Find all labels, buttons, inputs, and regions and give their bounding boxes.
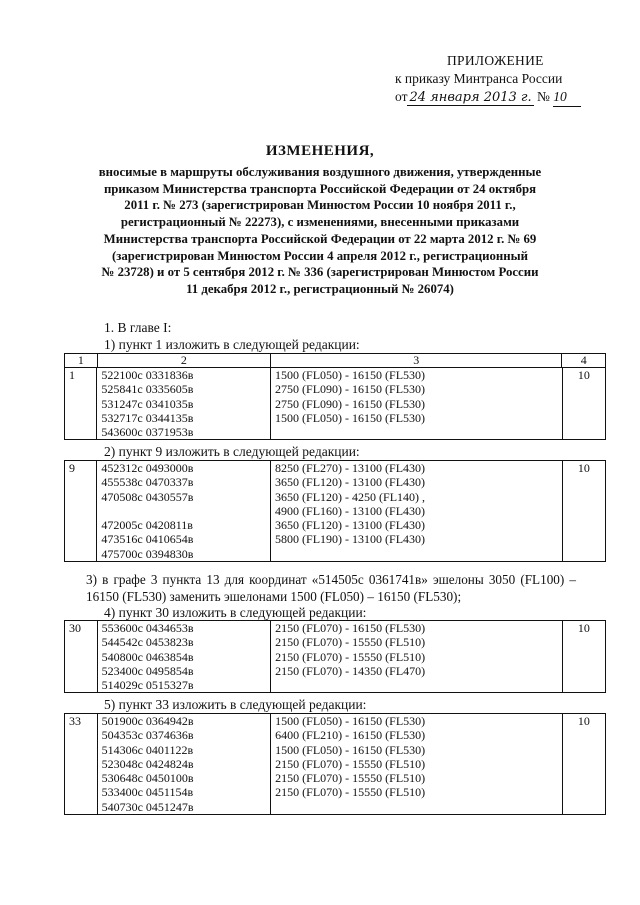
subtitle-line: Министерства транспорта Российской Федерации от 22 марта 2012 г. № 69 bbox=[103, 231, 537, 246]
echelon: 1500 (FL050) - 16150 (FL530) bbox=[275, 742, 426, 757]
echelons-cell bbox=[271, 461, 563, 562]
table-row bbox=[65, 621, 606, 693]
coordinate: 543600с 0371953в bbox=[101, 425, 194, 440]
echelon: 2150 (FL070) - 15550 (FL510) bbox=[275, 785, 426, 800]
route-number: 9 bbox=[65, 461, 97, 562]
document-title: ИЗМЕНЕНИЯ, bbox=[265, 143, 375, 159]
echelon: 2150 (FL070) - 15550 (FL510) bbox=[275, 635, 426, 650]
appendix-date-line bbox=[395, 88, 625, 107]
echelon: 1500 (FL050) - 16150 (FL530) bbox=[275, 410, 426, 425]
item-3-text: 3) в графе 3 пункта 13 для координат «514505с 0361741в» эшелоны 3050 (FL100) – 16150 (FL530) заменить эшелонами 1500 (FL050) – 16150 (FL530); bbox=[86, 572, 576, 604]
width-cell: 10 bbox=[562, 621, 605, 693]
echelon: 2150 (FL070) - 16150 (FL530) bbox=[275, 621, 426, 635]
document-title-block bbox=[60, 143, 580, 298]
subtitle-line: приказом Министерства транспорта Российской Федерации от 24 октября bbox=[103, 181, 537, 196]
appendix-block bbox=[395, 52, 625, 107]
coordinate: 514306с 0401122в bbox=[101, 742, 194, 757]
handwritten-number: 10 bbox=[553, 88, 581, 107]
echelon: 2150 (FL070) - 14350 (FL470) bbox=[275, 663, 426, 678]
appendix-title: ПРИЛОЖЕНИЕ bbox=[447, 53, 544, 68]
route-number: 30 bbox=[65, 621, 98, 693]
echelon: 2150 (FL070) - 15550 (FL510) bbox=[275, 756, 426, 771]
coordinate: 501900с 0364942в bbox=[101, 714, 194, 728]
echelon: 2150 (FL070) - 15550 (FL510) bbox=[275, 771, 426, 786]
coordinate: 525841с 0335605в bbox=[101, 382, 194, 397]
subtitle-line: регистрационный № 22273), с изменениями, внесенными приказами bbox=[120, 215, 520, 230]
echelons-cell bbox=[271, 714, 563, 815]
route-table-1 bbox=[64, 367, 606, 440]
coordinate: 553600с 0434653в bbox=[101, 621, 194, 635]
echelon: 8250 (FL270) - 13100 (FL430) bbox=[275, 461, 426, 475]
header-col-1: 1 bbox=[65, 354, 98, 368]
route-number: 33 bbox=[65, 714, 98, 815]
coordinates-cell bbox=[97, 714, 271, 815]
item-5-label: 5) пункт 33 изложить в следующей редакции: bbox=[104, 697, 367, 712]
echelon: 3650 (FL120) - 13100 (FL430) bbox=[275, 518, 426, 533]
coordinate: 472005с 0420811в bbox=[101, 518, 193, 533]
coordinate: 540730с 0451247в bbox=[101, 799, 194, 814]
subtitle-line: № 23728) и от 5 сентября 2012 г. № 336 (зарегистрирован Минюстом России bbox=[101, 265, 539, 280]
document-subtitle bbox=[60, 164, 580, 298]
coordinate: 530648с 0450100в bbox=[101, 771, 194, 786]
route-table-5 bbox=[64, 713, 606, 815]
coordinate: 514029с 0515327в bbox=[101, 678, 194, 693]
echelons-cell bbox=[271, 621, 563, 693]
subtitle-line: вносимые в маршруты обслуживания воздушного движения, утвержденные bbox=[98, 165, 542, 179]
item-2-label: 2) пункт 9 изложить в следующей редакции: bbox=[104, 444, 360, 459]
echelon: 2750 (FL090) - 16150 (FL530) bbox=[275, 382, 426, 397]
coordinate: 523048с 0424824в bbox=[101, 756, 194, 771]
route-table-2 bbox=[64, 460, 606, 562]
coordinate: 540800с 0463854в bbox=[101, 649, 194, 664]
header-col-4: 4 bbox=[562, 354, 606, 368]
coordinate: 473516с 0410654в bbox=[101, 532, 194, 547]
table-row bbox=[65, 368, 606, 440]
subtitle-line: (зарегистрирован Минюстом России 4 апреля 2012 г., регистрационный bbox=[111, 248, 529, 263]
coordinate: 455538с 0470337в bbox=[101, 475, 194, 490]
width-cell: 10 bbox=[562, 714, 605, 815]
route-number: 1 bbox=[65, 368, 97, 440]
echelon: 1500 (FL050) - 16150 (FL530) bbox=[275, 368, 426, 382]
table-row bbox=[65, 714, 606, 815]
coordinate: 504353с 0374636в bbox=[101, 728, 194, 743]
table-row bbox=[65, 461, 606, 562]
echelon: 3650 (FL120) - 4250 (FL140) , bbox=[275, 489, 426, 504]
coordinate: 532717с 0344135в bbox=[101, 410, 194, 425]
echelons-cell bbox=[271, 368, 563, 440]
coordinate: 523400с 0495854в bbox=[101, 663, 194, 678]
coordinate: 470508с 0430557в bbox=[101, 489, 194, 504]
width-cell: 10 bbox=[562, 368, 605, 440]
echelon: 4900 (FL160) - 13100 (FL430) bbox=[275, 503, 426, 518]
route-table-4 bbox=[64, 620, 606, 693]
coordinate: 531247с 0341035в bbox=[101, 396, 194, 411]
table-header bbox=[64, 353, 606, 368]
coordinate: 475700с 0394830в bbox=[101, 546, 194, 561]
coordinates-cell bbox=[97, 621, 271, 693]
handwritten-date: 24 января 2013 г. bbox=[409, 90, 532, 105]
appendix-order-ref: к приказу Минтранса России bbox=[395, 71, 563, 86]
number-label: № bbox=[537, 89, 550, 104]
subtitle-line: 2011 г. № 273 (зарегистрирован Минюстом России 10 ноября 2011 г., bbox=[124, 198, 516, 213]
item-4-label: 4) пункт 30 изложить в следующей редакции: bbox=[104, 605, 367, 620]
item-1-label: 1) пункт 1 изложить в следующей редакции: bbox=[104, 337, 360, 352]
echelon: 2750 (FL090) - 16150 (FL530) bbox=[275, 396, 426, 411]
coordinates-cell bbox=[97, 461, 271, 562]
section-1-heading: 1. В главе I: bbox=[104, 320, 172, 335]
echelon: 3650 (FL120) - 13100 (FL430) bbox=[275, 475, 426, 490]
echelon: 2150 (FL070) - 15550 (FL510) bbox=[275, 649, 426, 664]
coordinates-cell bbox=[97, 368, 271, 440]
width-cell: 10 bbox=[562, 461, 605, 562]
coordinate: 452312с 0493000в bbox=[101, 461, 194, 475]
header-col-3: 3 bbox=[271, 354, 562, 368]
echelon: 6400 (FL210) - 16150 (FL530) bbox=[275, 728, 426, 743]
echelon: 1500 (FL050) - 16150 (FL530) bbox=[275, 714, 426, 728]
coordinate-gap bbox=[101, 504, 266, 518]
from-label: от bbox=[395, 89, 408, 104]
subtitle-line: 11 декабря 2012 г., регистрационный № 26074) bbox=[186, 281, 454, 296]
coordinate: 533400с 0451154в bbox=[101, 785, 194, 800]
coordinate: 544542с 0453823в bbox=[101, 635, 194, 650]
header-col-2: 2 bbox=[97, 354, 270, 368]
coordinate: 522100с 0331836в bbox=[101, 368, 194, 382]
echelon: 5800 (FL190) - 13100 (FL430) bbox=[275, 532, 426, 547]
